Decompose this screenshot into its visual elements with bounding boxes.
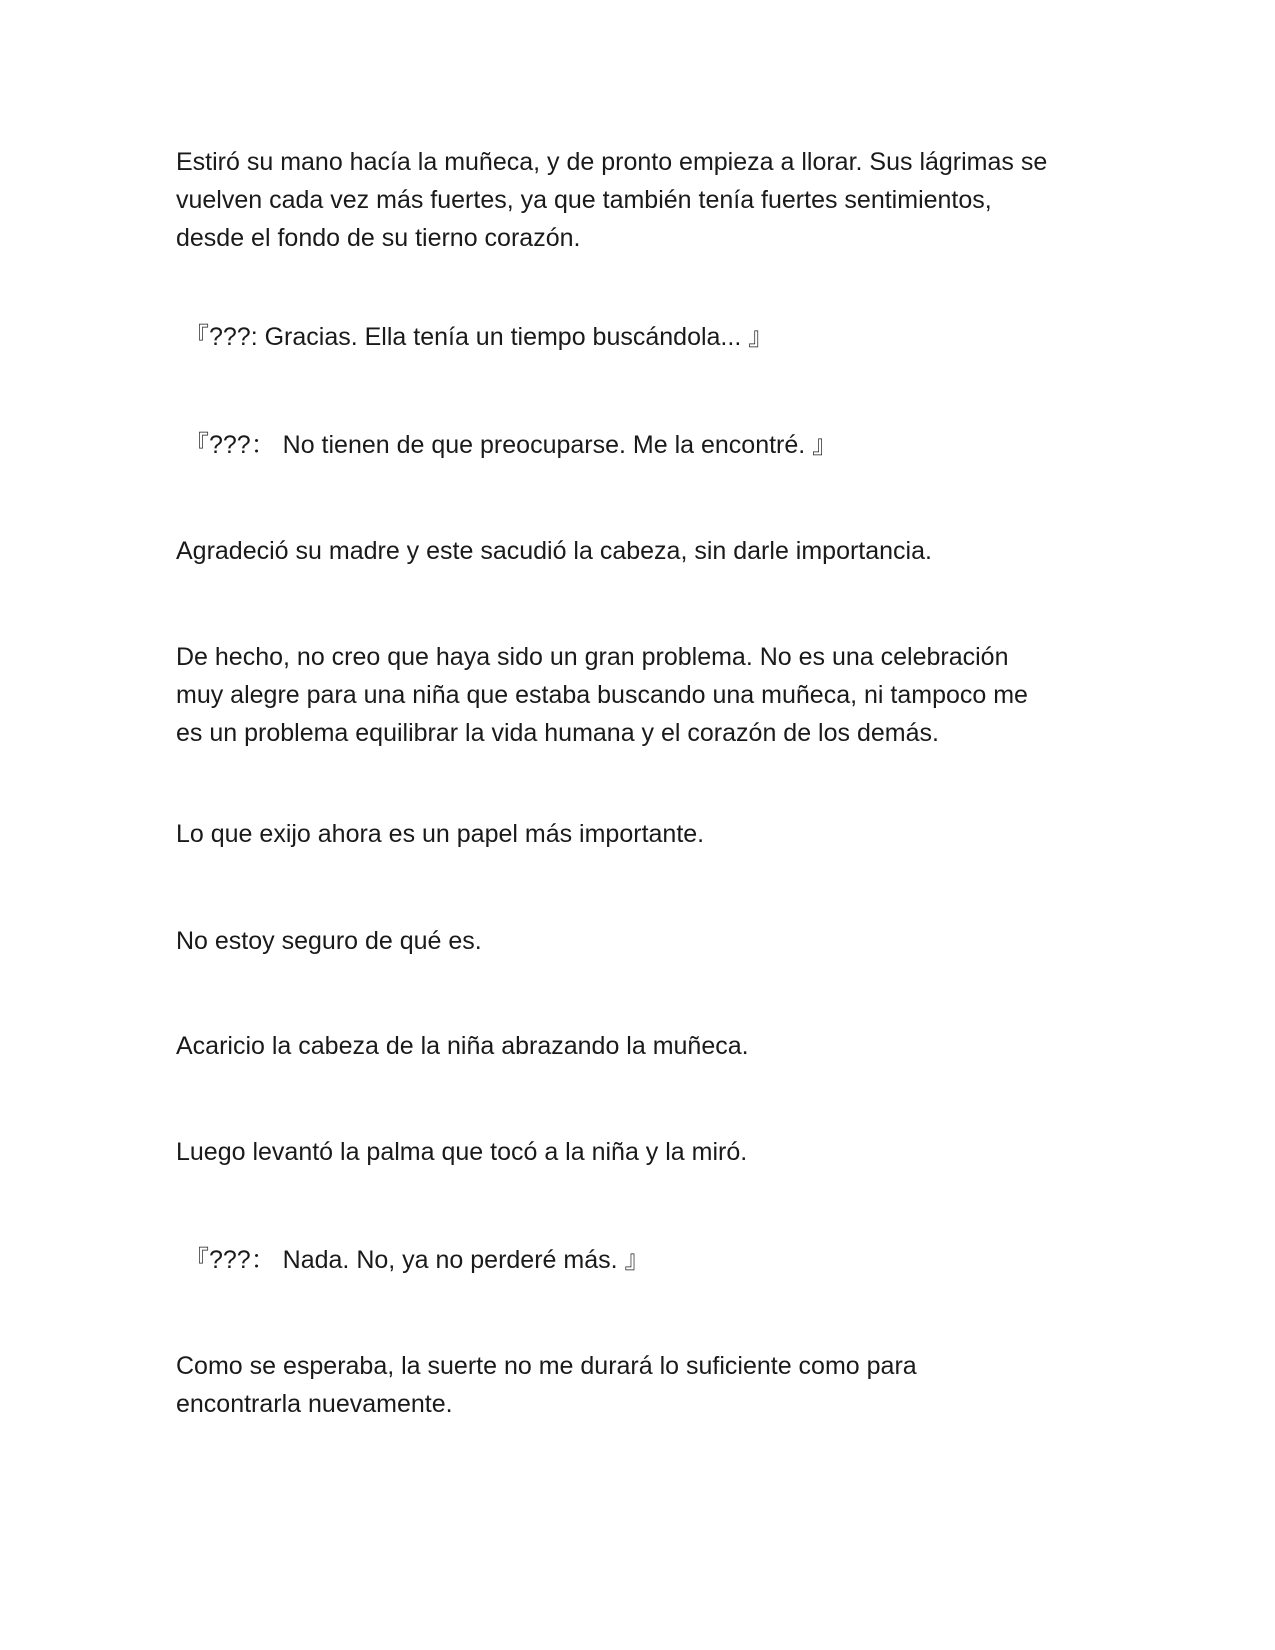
paragraph-dialogue — [184, 1241, 1114, 1279]
paragraph-narration — [176, 815, 1106, 853]
text-line: Acaricio la cabeza de la niña abrazando la muñeca. — [176, 1032, 749, 1060]
text-line: Como se esperaba, la suerte no me durará lo suficiente como para — [176, 1352, 917, 1380]
paragraph-dialogue — [184, 318, 1114, 356]
paragraph-narration — [176, 1347, 1106, 1423]
text-line: Agradeció su madre y este sacudió la cabeza, sin darle importancia. — [176, 537, 932, 565]
paragraph-narration — [176, 143, 1106, 257]
paragraph-narration — [176, 532, 1106, 570]
text-line: es un problema equilibrar la vida humana y el corazón de los demás. — [176, 719, 939, 747]
paragraph-narration — [176, 1133, 1106, 1171]
text-line: Lo que exijo ahora es un papel más importante. — [176, 820, 705, 848]
text-line: vuelven cada vez más fuertes, ya que también tenía fuertes sentimientos, — [176, 186, 992, 214]
text-line: Luego levantó la palma que tocó a la niña y la miró. — [176, 1138, 748, 1166]
paragraph-dialogue — [184, 426, 1114, 464]
text-line: muy alegre para una niña que estaba buscando una muñeca, ni tampoco me — [176, 681, 1028, 709]
paragraph-narration — [176, 638, 1106, 752]
text-line: 『???: Gracias. Ella tenía un tiempo buscándola... 』 — [184, 323, 774, 351]
paragraph-narration — [176, 922, 1106, 960]
text-line: desde el fondo de su tierno corazón. — [176, 224, 581, 252]
text-line: encontrarla nuevamente. — [176, 1390, 453, 1418]
text-line: De hecho, no creo que haya sido un gran problema. No es una celebración — [176, 643, 1009, 671]
paragraph-narration — [176, 1027, 1106, 1065]
text-line: 『???： Nada. No, ya no perderé más. 』 — [184, 1246, 650, 1274]
text-line: 『???： No tienen de que preocuparse. Me la encontré. 』 — [184, 431, 838, 459]
text-line: No estoy seguro de qué es. — [176, 927, 482, 955]
text-line: Estiró su mano hacía la muñeca, y de pronto empieza a llorar. Sus lágrimas se — [176, 148, 1048, 176]
